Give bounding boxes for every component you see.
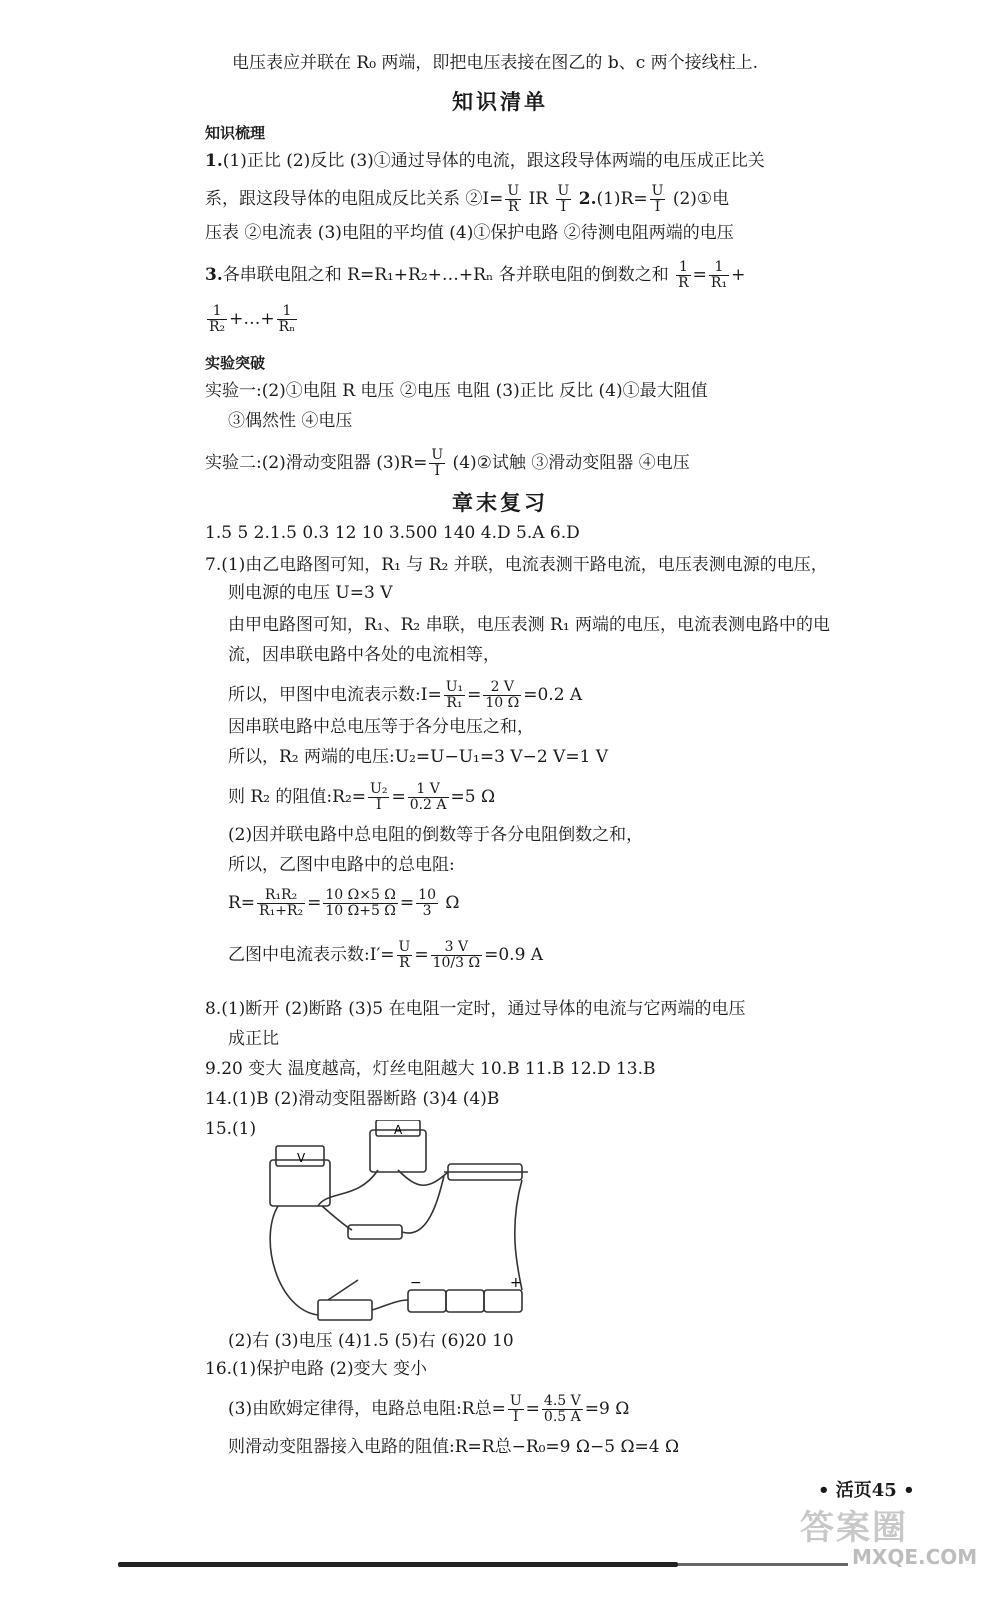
equals: = [399,893,415,913]
frac-num: 10 [418,887,436,903]
q8-line-b: 成正比 [228,1029,279,1049]
frac-den: R [678,275,689,291]
q7-line-b: 则电源的电压 U=3 V [228,583,393,603]
knowledge-item-3b [205,304,299,335]
frac-num: 4.5 V [543,1393,581,1409]
bottom-rule-tail [678,1563,848,1566]
frac-den: R [508,199,519,215]
k1b-pre: 系，跟这段导体的电阻成反比关系 ②I= [205,189,504,209]
frac-num: U₁ [445,679,464,695]
equals: = [414,945,429,965]
q7-line-c: 由甲电路图可知，R₁、R₂ 串联，电压表测 R₁ 两端的电压，电流表测电路中的电 [228,615,831,635]
frac-num: 1 [277,304,298,320]
fraction [429,448,445,479]
frac-num: U [509,1393,522,1409]
fraction [323,888,398,919]
frac-den: 0.2 A [409,797,447,813]
frac-den: I [513,1409,519,1425]
frac-num: U [557,183,570,199]
q16-line-a: 16.(1)保护电路 (2)变大 变小 [205,1359,428,1379]
q16b-pre: (3)由欧姆定律得，电路总电阻:R总= [228,1399,506,1419]
resistor [348,1225,402,1239]
knowledge-item-3a: 3.各串联电阻之和 R=R₁+R₂+…+Rₙ 各并联电阻的倒数之和 $\frac{1}{R}$ = $\frac{1}{\text{R₁}}$ + [205,259,746,291]
e2-pre: 实验二:(2)滑动变阻器 (3)R= [205,453,428,473]
fraction [508,1394,524,1425]
q7h-post: =5 Ω [450,787,496,807]
q15-line-b: (2)右 (3)电压 (4)1.5 (5)右 (6)20 10 [228,1331,514,1351]
q16-line-c: 则滑动变阻器接入电路的阻值:R=R总−R₀=9 Ω−5 Ω=4 Ω [228,1437,680,1457]
frac-num: 1 [676,260,691,276]
fraction [709,260,729,291]
frac-num: 10 Ω×5 Ω [325,887,396,903]
voltmeter-body [270,1160,330,1206]
q7e-pre: 所以，甲图中电流表示数:I= [228,685,442,705]
q9-13-answers: 9.20 变大 温度越高，灯丝电阻越大 10.B 11.B 12.D 13.B [205,1059,656,1079]
fraction [277,304,298,335]
frac-den: 0.5 A [543,1409,581,1425]
frac-den: 10 Ω+5 Ω [325,903,396,919]
frac-den: I [560,199,567,215]
watermark-logo: 答案圈 [800,1508,908,1548]
frac-den: R₂ [209,319,226,335]
experiment-1b: ③偶然性 ④电压 [228,411,353,431]
frac-den: 3 [422,903,432,919]
frac-den: I [434,463,441,479]
intro-line: 电压表应并联在 R₀ 两端，即把电压表接在图乙的 b、c 两个接线柱上. [232,53,759,73]
knowledge-item-1a: 1.(1)正比 (2)反比 (3)①通过导体的电流，跟这段导体两端的电压成正比关 [205,151,765,171]
q16b-post: =9 Ω [584,1399,630,1419]
fraction [408,782,449,813]
fraction [431,940,483,971]
battery-cell-1 [408,1290,446,1312]
q15-label: 15.(1) [205,1119,257,1139]
fraction [650,184,666,215]
frac-den: R₁ [710,275,728,291]
equals: = [307,893,322,913]
q8-line-a: 8.(1)断开 (2)断路 (3)5 在电阻一定时，通过导体的电流与它两端的电压 [205,999,746,1019]
experiment-2 [205,448,690,479]
equals: = [525,1399,540,1419]
experiment-1a: 实验一:(2)①电阻 R 电压 ②电压 电阻 (3)正比 反比 (4)①最大阻值 [205,381,708,401]
q7-line-k [228,888,460,919]
battery-plus: + [510,1275,522,1291]
frac-num: U [651,183,664,199]
frac-den: R₁ [446,695,463,711]
frac-num: 2 V [483,680,521,696]
equals: = [692,265,707,285]
q7-line-f: 因串联电路中总电压等于各分电压之和， [228,717,534,737]
k2-post: (2)①电 [667,189,730,209]
q7h-pre: 则 R₂ 的阻值:R₂= [228,787,367,807]
k3a-text: 各串联电阻之和 R=R₁+R₂+…+Rₙ 各并联电阻的倒数之和 [222,265,669,285]
frac-num: 1 [207,304,227,320]
page-number: • 活页45 • [818,1480,915,1501]
frac-num: U [431,447,444,463]
fraction [397,940,413,971]
fraction [416,888,438,919]
knowledge-item-2b: 压表 ②电流表 (3)电阻的平均值 (4)①保护电路 ②待测电阻两端的电压 [205,223,734,243]
frac-den: I [375,797,382,813]
fraction [368,782,389,813]
fraction [207,304,227,335]
k2-pre: (1)R= [596,189,648,209]
frac-den: R [399,955,410,971]
section-title-chapter-review: 章末复习 [452,491,548,515]
watermark-url: MXQE.COM [852,1545,978,1569]
equals: = [467,685,482,705]
battery-cell-2 [446,1290,484,1312]
frac-num: U₂ [370,781,388,797]
q7-line-i: (2)因并联电路中总电阻的倒数等于各分电阻倒数之和， [228,825,644,845]
knowledge-item-1b: 系，跟这段导体的电阻成反比关系 ②I= $\frac{U}{R}$ IR $\frac{U}{I}$ 2.(1)R= $\frac{U}{I}$ (2)①电 [205,183,730,215]
q7-line-e [228,680,582,711]
section-title-knowledge-list: 知识清单 [452,90,548,114]
fraction [556,184,572,215]
frac-num: 1 [709,260,729,276]
fraction [676,260,691,291]
frac-num: 1 V [408,782,449,798]
frac-num: U [398,939,411,955]
q7k-post: Ω [440,893,460,913]
k1a-text: (1)正比 (2)反比 (3)①通过导体的电流，跟这段导体两端的电压成正比关 [222,151,765,171]
subheading-knowledge-review: 知识梳理 [205,124,266,142]
equals: = [391,787,406,807]
frac-num: U [507,183,520,199]
fraction [542,1394,583,1425]
q7-line-a: 7.(1)由乙电路图可知，R₁ 与 R₂ 并联，电流表测干路电流，电压表测电源的电压， [205,555,828,575]
frac-num: 3 V [431,940,483,956]
e2-post: (4)②试触 ③滑动变阻器 ④电压 [447,453,690,473]
q7-line-h [228,782,495,813]
frac-den: R₁+R₂ [259,903,304,919]
answers-1-6: 1.5 5 2.1.5 0.3 12 10 3.500 140 4.D 5.A 6.D [205,523,580,543]
frac-den: Rₙ [278,319,296,335]
fraction [483,680,521,711]
q7-line-d: 流，因串联电路中各处的电流相等， [228,645,500,665]
subheading-experiments: 实验突破 [205,354,266,372]
frac-den: 10 Ω [485,695,520,711]
q7l-post: =0.9 A [484,945,544,965]
frac-den: I [654,199,661,215]
battery-cell-3 [484,1290,522,1312]
ammeter-label: A [394,1123,403,1137]
circuit-figure [258,1120,558,1335]
battery-minus: − [410,1275,422,1291]
k1b-mid: IR [523,189,554,209]
fraction [444,680,465,711]
fraction [257,888,305,919]
q7-line-l [228,940,543,971]
switch-base [318,1300,372,1320]
q16-line-b [228,1394,629,1425]
bottom-rule [118,1562,678,1567]
q7e-post: =0.2 A [523,685,583,705]
fraction [505,184,521,215]
plus: + [731,265,746,285]
q14-answers: 14.(1)B (2)滑动变阻器断路 (3)4 (4)B [205,1089,500,1109]
q7k-pre: R= [228,893,256,913]
frac-num: R₁R₂ [257,888,305,904]
frac-den: 10/3 Ω [432,955,481,971]
k3b-mid: +…+ [229,309,275,329]
voltmeter-label: V [297,1151,306,1165]
q7l-pre: 乙图中电流表示数:I′= [228,945,395,965]
q7-line-j: 所以，乙图中电路中的总电阻: [228,855,455,875]
q7-line-g: 所以，R₂ 两端的电压:U₂=U−U₁=3 V−2 V=1 V [228,747,609,767]
